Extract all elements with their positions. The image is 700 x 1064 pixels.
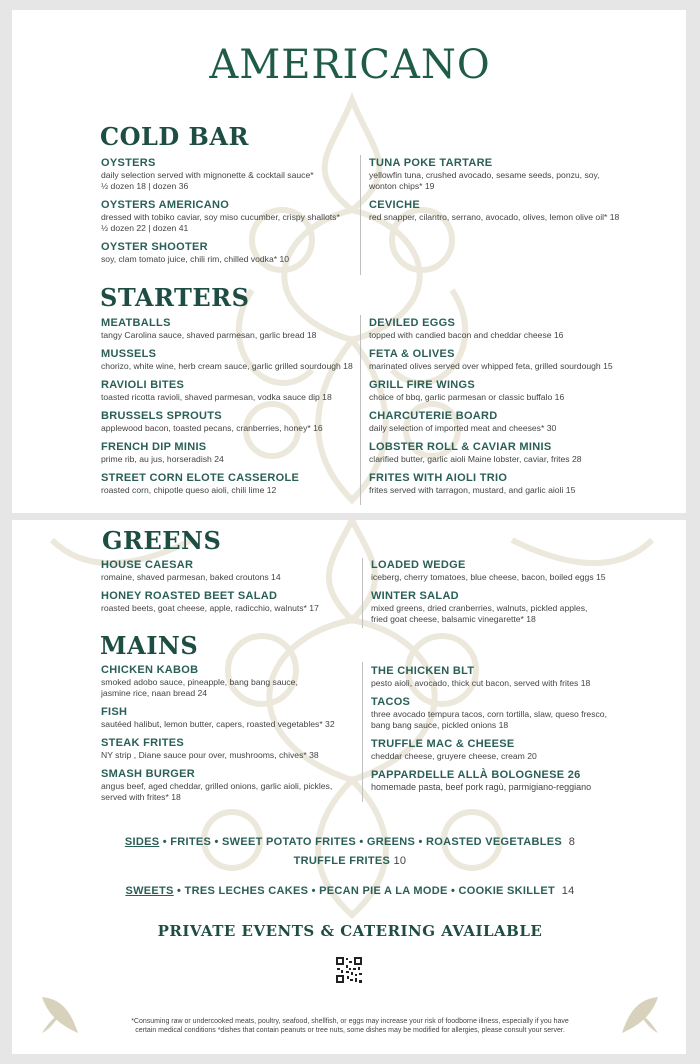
menu-item — [101, 768, 356, 803]
item-desc: bang bang sauce, pickled onions 18 — [371, 720, 509, 730]
menu-item — [369, 379, 649, 403]
item-desc: homemade pasta, beef pork ragù, parmigiano-reggiano — [371, 782, 592, 792]
menu-item — [101, 199, 356, 234]
item-desc: wonton chips* 19 — [369, 181, 435, 191]
menu-item — [101, 706, 356, 730]
column-divider — [362, 662, 363, 802]
item-desc: cheddar cheese, gruyere cheese, cream 20 — [371, 751, 537, 761]
restaurant-brand: AMERICANO — [209, 42, 491, 88]
menu-item — [369, 199, 649, 223]
menu-item — [369, 348, 649, 372]
item-desc: NY strip , Diane sauce pour over, mushrooms, chives* 38 — [101, 750, 319, 760]
item-name: OYSTERS AMERICANO — [101, 199, 230, 211]
item-desc: mixed greens, dried cranberries, walnuts, pickled apples, — [371, 603, 588, 613]
sweets-price: 14 — [561, 885, 575, 897]
item-name: THE CHICKEN BLT — [371, 665, 475, 677]
menu-item — [101, 559, 356, 583]
menu-item — [369, 441, 649, 465]
menu-item — [101, 157, 356, 192]
item-desc: sautéed halibut, lemon butter, capers, roasted vegetables* 32 — [101, 719, 335, 729]
item-name: PAPPARDELLE ALLÀ BOLOGNESE 26 — [371, 769, 581, 781]
cold-bar-left-column — [101, 157, 356, 272]
starters-left-column — [101, 317, 356, 503]
menu-item — [101, 441, 356, 465]
item-desc: marinated olives served over whipped feta, grilled sourdough 15 — [369, 361, 613, 371]
sides-label: SIDES — [124, 836, 160, 848]
item-name: FRENCH DIP MINIS — [101, 441, 207, 453]
item-name: CHARCUTERIE BOARD — [369, 410, 498, 422]
item-desc: iceberg, cherry tomatoes, blue cheese, bacon, boiled eggs 15 — [371, 572, 606, 582]
item-name: HOUSE CAESAR — [101, 559, 194, 571]
item-desc: choice of bbq, garlic parmesan or classic buffalo 16 — [369, 392, 565, 402]
sides-list: • FRITES • SWEET POTATO FRITES • GREENS • ROASTED VEGETABLES — [159, 836, 563, 848]
item-name: TUNA POKE TARTARE — [369, 157, 493, 169]
mains-left-column — [101, 664, 356, 810]
section-title-greens: GREENS — [102, 526, 222, 555]
item-name: OYSTERS — [101, 157, 156, 169]
item-name: DEVILED EGGS — [369, 317, 456, 329]
item-desc: romaine, shaved parmesan, baked croutons 14 — [101, 572, 281, 582]
item-name: TACOS — [371, 696, 411, 708]
disclaimer-line: *Consuming raw or undercooked meats, poultry, seafood, shellfish, or eggs may increase your risk of foodborne illness, especially if you have — [131, 1018, 569, 1025]
section-title-mains: MAINS — [100, 631, 199, 660]
mains-right-column — [371, 665, 656, 800]
sides-line — [0, 836, 700, 848]
item-desc: daily selection served with mignonette & cocktail sauce* — [101, 170, 314, 180]
menu-item — [371, 738, 656, 762]
menu-item — [369, 410, 649, 434]
item-desc: prime rib, au jus, horseradish 24 — [101, 454, 224, 464]
section-title-starters: STARTERS — [100, 283, 250, 312]
item-desc: tangy Carolina sauce, shaved parmesan, garlic bread 18 — [101, 330, 317, 340]
menu-item — [101, 317, 356, 341]
menu-item — [101, 664, 356, 699]
item-desc: served with frites* 18 — [101, 792, 181, 802]
sweets-line — [0, 885, 700, 897]
sweets-list: • TRES LECHES CAKES • PECAN PIE A LA MODE • COOKIE SKILLET — [173, 885, 555, 897]
sides-price: 8 — [568, 836, 576, 848]
menu-item — [371, 665, 656, 689]
item-name: RAVIOLI BITES — [101, 379, 185, 391]
sides-line-2 — [0, 855, 700, 867]
truffle-frites: TRUFFLE FRITES — [293, 855, 391, 867]
item-name: HONEY ROASTED BEET SALAD — [101, 590, 278, 602]
item-desc: topped with candied bacon and cheddar cheese 16 — [369, 330, 564, 340]
fleur-corner-icon — [40, 995, 80, 1035]
sweets-label: SWEETS — [125, 885, 174, 897]
column-divider — [360, 155, 361, 275]
menu-item — [371, 696, 656, 731]
menu-item — [371, 769, 656, 793]
item-desc: angus beef, aged cheddar, grilled onions, garlic aioli, pickles, — [101, 781, 333, 791]
item-name: WINTER SALAD — [371, 590, 459, 602]
item-price: ½ dozen 18 | dozen 36 — [101, 181, 189, 191]
qr-code-icon[interactable] — [335, 956, 363, 984]
menu-item — [371, 590, 651, 625]
item-desc: soy, clam tomato juice, chili rim, chilled vodka* 10 — [101, 254, 290, 264]
item-desc: roasted corn, chipotle queso aioli, chili lime 12 — [101, 485, 277, 495]
item-desc: jasmine rice, naan bread 24 — [101, 688, 208, 698]
item-desc: frites served with tarragon, mustard, and garlic aioli 15 — [369, 485, 576, 495]
menu-item — [369, 157, 649, 192]
item-name: GRILL FIRE WINGS — [369, 379, 476, 391]
menu-item — [101, 410, 356, 434]
item-desc: roasted beets, goat cheese, apple, radicchio, walnuts* 17 — [101, 603, 319, 613]
menu-item — [369, 472, 649, 496]
menu-item — [101, 241, 356, 265]
menu-item — [101, 590, 356, 614]
item-name: CEVICHE — [369, 199, 420, 211]
item-name: OYSTER SHOOTER — [101, 241, 208, 253]
item-desc: applewood bacon, toasted pecans, cranberries, honey* 16 — [101, 423, 323, 433]
item-name: SMASH BURGER — [101, 768, 196, 780]
item-name: CHICKEN KABOB — [101, 664, 199, 676]
menu-item — [101, 472, 356, 496]
item-desc: smoked adobo sauce, pineapple, bang bang sauce, — [101, 677, 298, 687]
item-name: LOBSTER ROLL & CAVIAR MINIS — [369, 441, 552, 453]
cold-bar-right-column — [369, 157, 649, 230]
menu-item — [101, 737, 356, 761]
item-desc: fried goat cheese, balsamic vinegarette* 18 — [371, 614, 536, 624]
health-disclaimer — [100, 1017, 600, 1035]
greens-left-column — [101, 559, 356, 621]
item-desc: pesto aioli, avocado, thick cut bacon, served with frites 18 — [371, 678, 591, 688]
item-name: MEATBALLS — [101, 317, 171, 329]
item-desc: clarified butter, garlic aioli Maine lobster, caviar, frites 28 — [369, 454, 582, 464]
item-price: ½ dozen 22 | dozen 41 — [101, 223, 189, 233]
menu-item — [371, 559, 651, 583]
private-events-banner: PRIVATE EVENTS & CATERING AVAILABLE — [157, 922, 543, 940]
column-divider — [362, 558, 363, 628]
item-desc: dressed with tobiko caviar, soy miso cucumber, crispy shallots* — [101, 212, 340, 222]
item-name: MUSSELS — [101, 348, 157, 360]
menu-item — [369, 317, 649, 341]
item-name: FRITES WITH AIOLI TRIO — [369, 472, 508, 484]
starters-right-column — [369, 317, 649, 503]
menu-item — [101, 379, 356, 403]
item-desc: chorizo, white wine, herb cream sauce, garlic grilled sourdough 18 — [101, 361, 353, 371]
item-name: LOADED WEDGE — [371, 559, 466, 571]
item-name: TRUFFLE MAC & CHEESE — [371, 738, 515, 750]
disclaimer-line: certain medical conditions *dishes that contain peanuts or tree nuts, some dishes may be modified for allergies, please consult your server. — [135, 1027, 565, 1034]
truffle-frites-price: 10 — [393, 855, 407, 867]
item-name: STREET CORN ELOTE CASSEROLE — [101, 472, 300, 484]
menu-item — [101, 348, 356, 372]
item-name: FISH — [101, 706, 128, 718]
column-divider — [360, 315, 361, 505]
fleur-corner-icon — [620, 995, 660, 1035]
item-desc: daily selection of imported meat and cheeses* 30 — [369, 423, 557, 433]
item-name: FETA & OLIVES — [369, 348, 455, 360]
item-desc: three avocado tempura tacos, corn tortilla, slaw, queso fresco, — [371, 709, 607, 719]
item-desc: red snapper, cilantro, serrano, avocado, olives, lemon olive oil* 18 — [369, 212, 620, 222]
greens-right-column — [371, 559, 651, 632]
item-desc: toasted ricotta ravioli, shaved parmesan, vodka sauce dip 18 — [101, 392, 332, 402]
item-name: BRUSSELS SPROUTS — [101, 410, 222, 422]
item-desc: yellowfin tuna, crushed avocado, sesame seeds, ponzu, soy, — [369, 170, 600, 180]
item-name: STEAK FRITES — [101, 737, 185, 749]
section-title-cold-bar: COLD BAR — [100, 122, 249, 151]
